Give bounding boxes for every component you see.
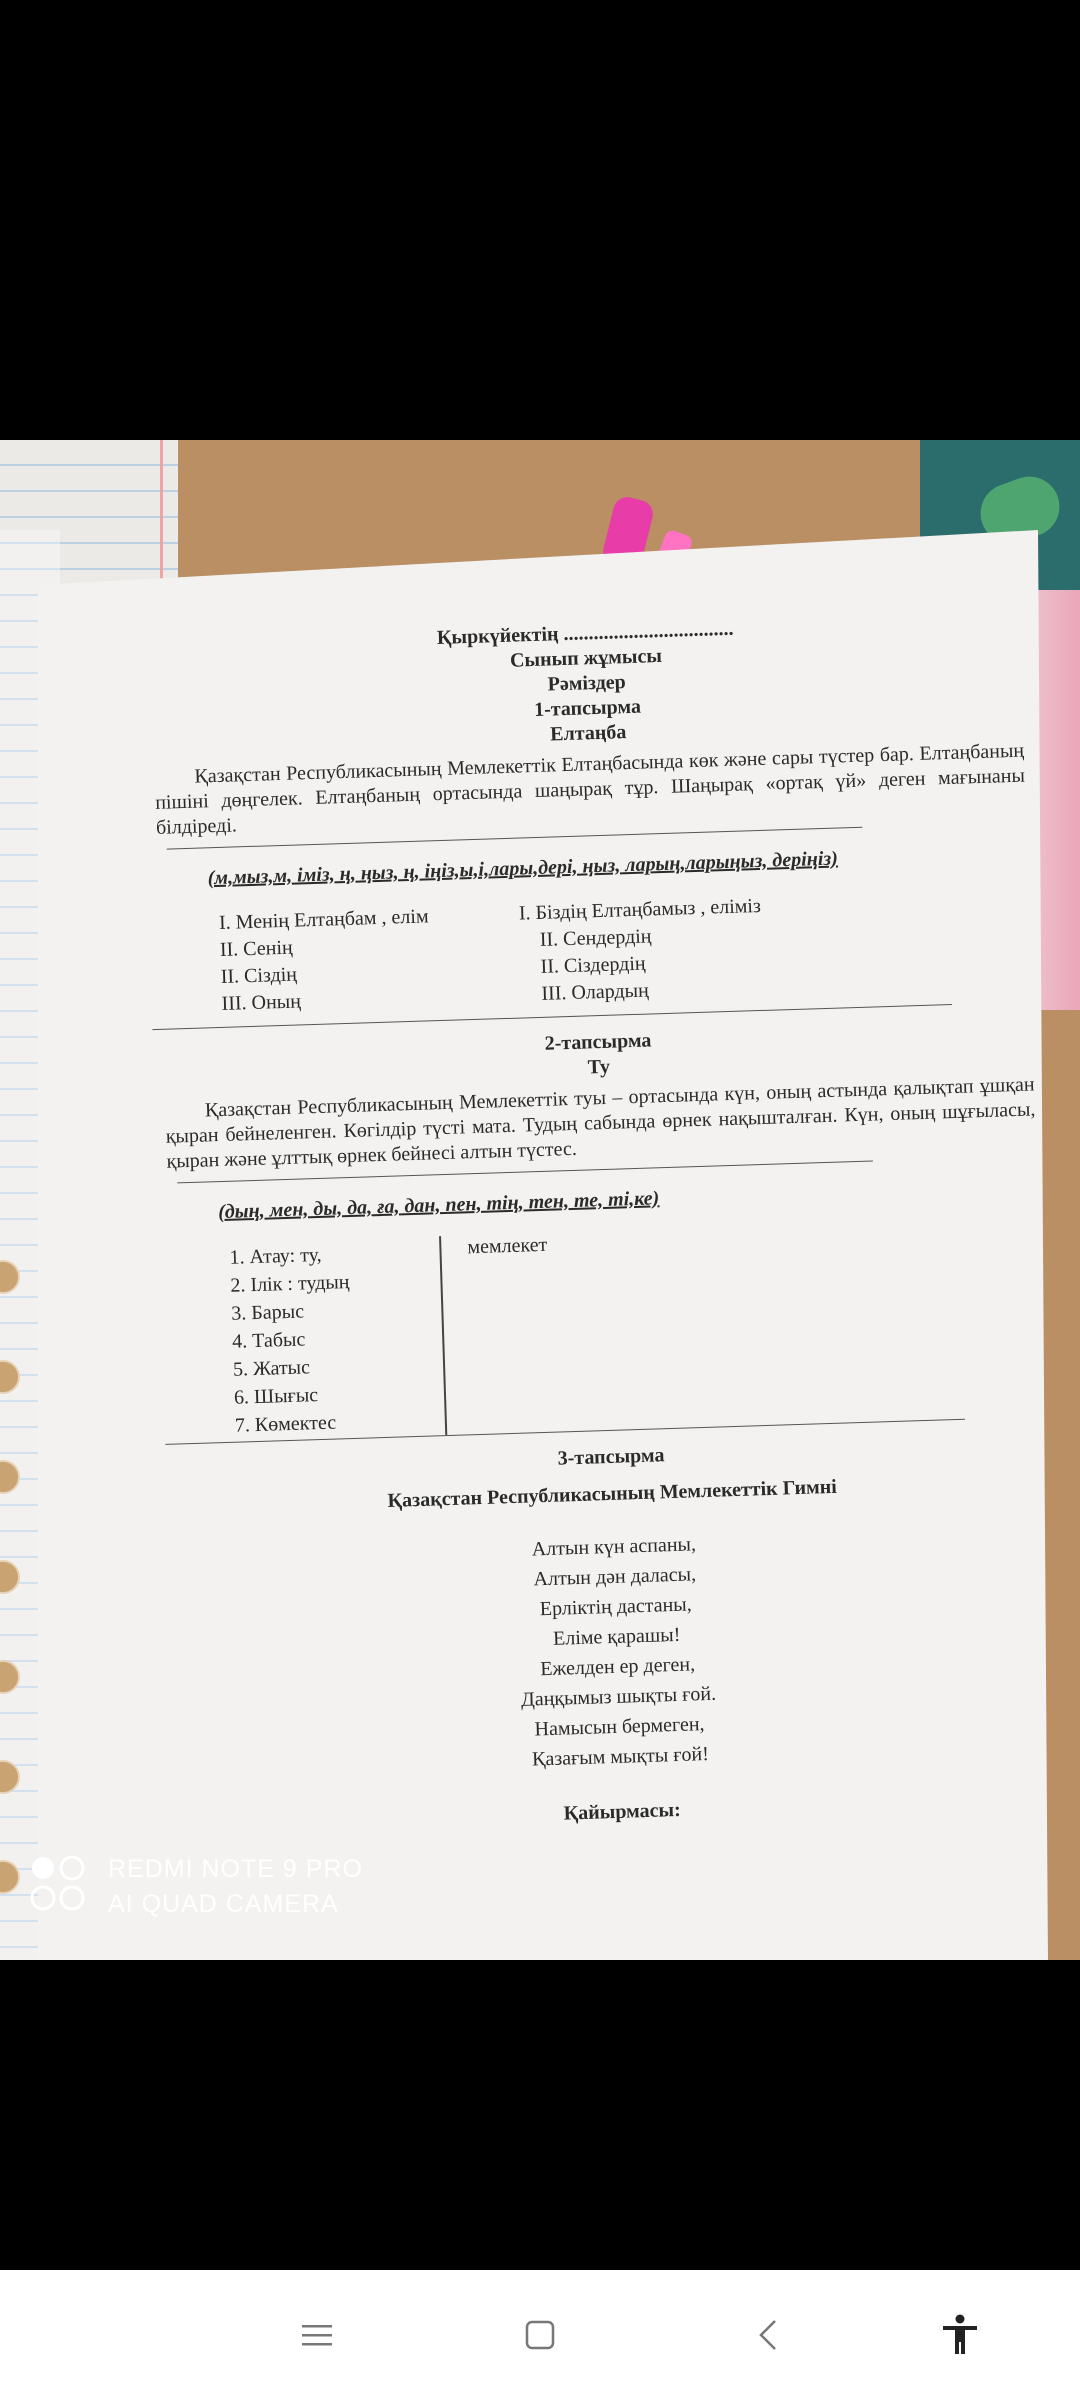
list-item: 2. Ілік : тудың (230, 1271, 350, 1297)
side-word: мемлекет (467, 1233, 548, 1259)
task2-label: 2-тапсырма (544, 1029, 652, 1055)
watermark-camera: AI QUAD CAMERA (108, 1890, 339, 1918)
anthem-line: Намысын бермеген, (534, 1713, 705, 1741)
list-item: I. Менің Елтаңбам , елім (218, 905, 429, 934)
accessibility-button[interactable] (935, 2310, 985, 2360)
anthem-line: Қазағым мықты ғой! (531, 1743, 710, 1771)
menu-icon (302, 2323, 332, 2347)
worksheet-content (150, 608, 1057, 1839)
list-item: 6. Шығыс (233, 1384, 319, 1409)
task2-table (229, 1217, 1045, 1441)
anthem-line: Алтын күн аспаны, (531, 1533, 697, 1561)
list-item: II. Сендердің (539, 925, 652, 951)
anthem-line: Ежелден ер деген, (539, 1653, 696, 1681)
task2-title: Ту (587, 1055, 611, 1079)
task2-paragraph: Қазақстан Республикасының Мемлекеттік туы – ортасында күн, оның астында қалықтап ұшқан қыран бейнеленген. Көгілдір түсті мата. Тудың сабында өрнек нақышталған. Күн, оның шұғыласы, қыран және ұлттық өрнек бейнесі алтын түстес. (165, 1073, 1036, 1173)
task1-paragraph: Қазақстан Республикасының Мемлекеттік Елтаңбасында көк және сары түстер бар. Елтаңбаның пішіні дөңгелек. Елтаңбаның ортасында шаңырақ тұр. Шаңырақ «ортақ үй» деген мағынаны білдіреді. (154, 739, 1026, 839)
task3-title: Қазақстан Республикасының Мемлекеттік Гимні (387, 1475, 838, 1512)
camera-logo-icon (30, 1854, 88, 1914)
list-item: I. Біздің Елтаңбамыз , еліміз (518, 894, 762, 925)
navigation-bar (0, 2270, 1080, 2400)
watermark-model: REDMI NOTE 9 PRO (108, 1855, 363, 1883)
list-item: 1. Атау: ту, (229, 1243, 322, 1269)
list-item: II. Сенің (219, 936, 293, 961)
anthem-line: Ерліктің дастаны, (539, 1593, 693, 1621)
worksheet-topic: Рәміздер (547, 671, 627, 696)
back-button[interactable] (743, 2310, 793, 2360)
list-item: II. Сіздердің (540, 952, 646, 978)
accessibility-icon (940, 2314, 980, 2356)
case-list (229, 1236, 447, 1442)
task1-title: Елтаңба (549, 721, 627, 746)
task1-label: 1-тапсырма (533, 695, 642, 721)
anthem-line: Алтын дән даласы, (533, 1563, 697, 1591)
menu-button[interactable] (292, 2310, 342, 2360)
task2-endings: (дың, мен, ды, да, ға, дан, пен, тің, тен, те, ті,ке) (217, 1187, 660, 1224)
date-line: Қыркүйектің .................................. (436, 617, 734, 649)
anthem-line: Еліме қарашы! (552, 1623, 681, 1650)
home-button[interactable] (515, 2310, 565, 2360)
back-icon (757, 2318, 779, 2352)
list-item: III. Оның (221, 990, 302, 1015)
task1-right-column (518, 890, 821, 1009)
task1-left-column (219, 900, 522, 1019)
list-item: 4. Табыс (231, 1328, 306, 1353)
worksheet-title: Сынып жұмысы (509, 644, 663, 672)
home-icon (525, 2320, 555, 2350)
task1-endings: (м,мыз,м, іміз, ң, ңыз, ң, іңіз,ы,і,лары,дері, ңыз, ларың,ларыңыз, деріңіз) (207, 847, 839, 890)
anthem-line: Даңқымыз шықты ғой. (520, 1682, 717, 1711)
list-item: 5. Жатыс (232, 1356, 311, 1381)
task1-columns (219, 884, 1032, 1019)
list-item: 7. Көмектес (234, 1411, 337, 1437)
list-item: 3. Барыс (231, 1300, 305, 1325)
chorus-label: Қайырмасы: (563, 1798, 682, 1825)
list-item: III. Олардың (541, 979, 650, 1005)
anthem-text (179, 1521, 1056, 1783)
list-item: II. Сіздің (220, 963, 298, 988)
photo (0, 440, 1080, 1960)
task3-label: 3-тапсырма (557, 1444, 665, 1470)
watermark-text (108, 1852, 363, 1922)
